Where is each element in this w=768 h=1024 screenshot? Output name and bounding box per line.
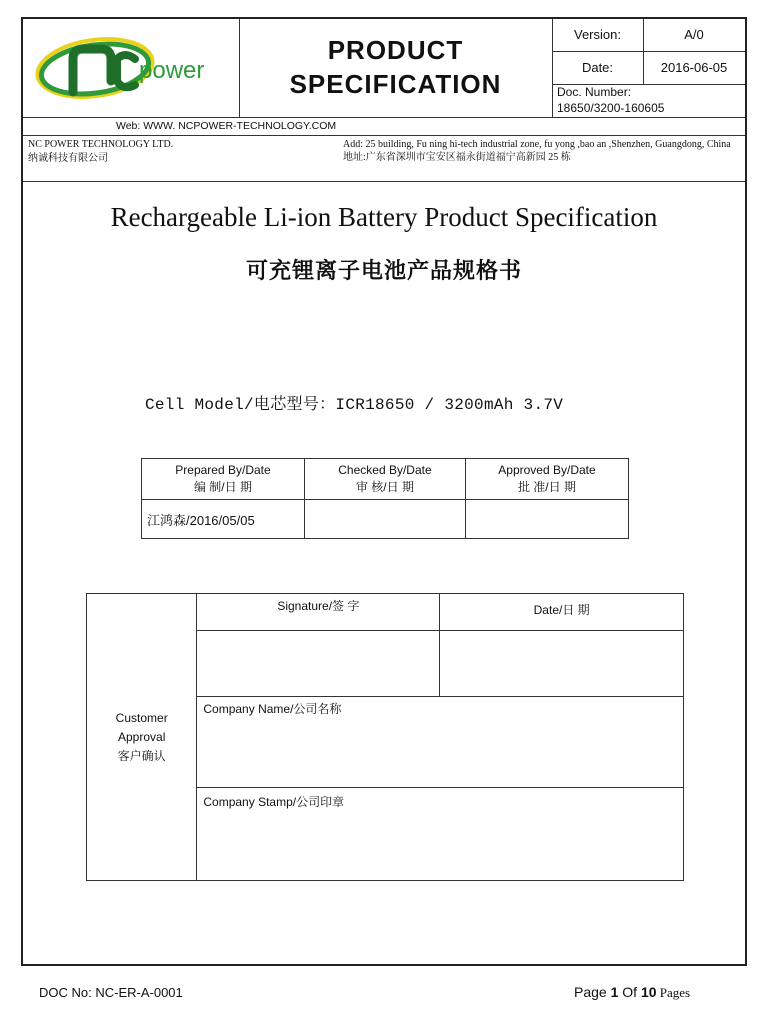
customer-approval-label <box>87 594 197 881</box>
footer-pages-word: Pages <box>656 985 691 1000</box>
approved-value[interactable] <box>465 500 628 539</box>
signature-field[interactable] <box>197 631 440 697</box>
footer-page-number: 1 <box>610 984 619 1000</box>
customer-approval-line3: 客户确认 <box>117 748 166 763</box>
doc-number-value: 18650/3200-160605 <box>557 101 665 115</box>
company-address-en: Add: 25 building, Fu ning hi-tech industrial zone, fu yong ,bao an ,Shenzhen, Guangdong, China <box>343 139 731 150</box>
page-frame <box>21 17 747 966</box>
footer-doc-number: DOC No: NC-ER-A-0001 <box>39 985 183 1000</box>
footer-page-indicator <box>574 984 690 1001</box>
cell-model-line: Cell Model/电芯型号：ICR18650 / 3200mAh 3.7V <box>145 396 564 414</box>
approved-label-cn: 批 准/日 期 <box>517 480 576 494</box>
document-title-cn: 可充锂离子电池产品规格书 <box>245 259 522 284</box>
logo-cell <box>23 19 240 117</box>
company-info-row <box>23 135 745 182</box>
website-row <box>23 117 745 136</box>
title-line-1: PRODUCT <box>327 35 464 65</box>
date-label: Date: <box>552 52 644 84</box>
doc-number-label: Doc. Number: <box>557 85 632 99</box>
prepared-value[interactable]: 江鸿森/2016/05/05 <box>142 500 305 539</box>
company-address-block <box>343 138 740 164</box>
date-header: Date/日 期 <box>440 594 684 631</box>
footer-of-word: Of <box>618 984 641 1000</box>
company-name-cn: 纳诚科技有限公司 <box>28 153 108 164</box>
meta-cell <box>552 19 745 117</box>
company-name-en: NC POWER TECHNOLOGY LTD. <box>28 139 174 150</box>
document-title-en: Rechargeable Li-ion Battery Product Specification <box>110 202 658 232</box>
approved-label-en: Approved By/Date <box>498 463 596 477</box>
approved-header <box>465 459 628 500</box>
customer-approval-line1: Customer <box>115 710 168 725</box>
signature-header: Signature/签 字 <box>197 594 440 631</box>
document-header <box>23 19 745 117</box>
company-name-field[interactable] <box>197 697 684 788</box>
company-name-label: Company Name/公司名称 <box>203 702 342 716</box>
version-value: A/0 <box>684 27 704 42</box>
date-row <box>552 52 745 85</box>
company-stamp-field[interactable] <box>197 788 684 881</box>
date-field[interactable] <box>440 631 684 697</box>
checked-value[interactable] <box>304 500 465 539</box>
company-address-cn: 地址:广东省深圳市宝安区福永街道福宁高新园 25 栋 <box>343 152 571 163</box>
company-stamp-label: Company Stamp/公司印章 <box>203 795 345 809</box>
prepared-label-cn: 编 制/日 期 <box>193 480 252 494</box>
version-label: Version: <box>552 19 644 51</box>
logo-text: power <box>139 57 205 84</box>
footer-page-total: 10 <box>640 984 657 1000</box>
customer-approval-line2: Approval <box>118 729 166 744</box>
customer-approval-table <box>86 593 684 881</box>
title-line-2: SPECIFICATION <box>289 69 502 99</box>
prepared-table <box>141 458 629 539</box>
version-row <box>552 19 745 52</box>
date-value: 2016-06-05 <box>660 60 728 75</box>
prepared-header <box>142 459 305 500</box>
checked-header <box>304 459 465 500</box>
company-logo <box>23 19 239 117</box>
footer-page-word: Page <box>574 984 611 1000</box>
prepared-label-en: Prepared By/Date <box>175 463 271 477</box>
website-text: Web: WWW. NCPOWER-TECHNOLOGY.COM <box>116 120 337 132</box>
company-name-block <box>28 138 173 166</box>
checked-label-cn: 审 核/日 期 <box>355 480 414 494</box>
title-cell <box>239 19 553 117</box>
checked-label-en: Checked By/Date <box>338 463 432 477</box>
